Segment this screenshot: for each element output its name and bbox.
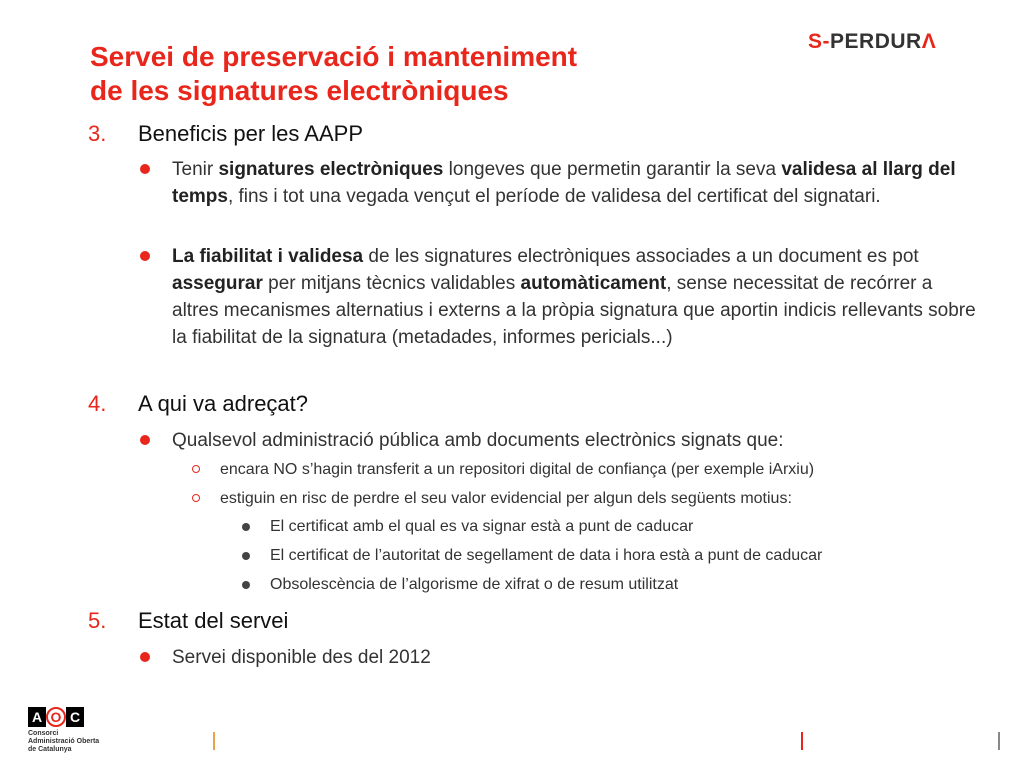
bullet-dot-icon [140,251,150,261]
reason-text: Obsolescència de l’algorisme de xifrat o de resum utilitzat [270,576,679,593]
section-number: 4. [88,391,107,416]
reason-item-2 [242,545,982,567]
bullet-dot-icon [140,164,150,174]
reason-item-1 [242,516,982,538]
bullet-audience [140,427,980,454]
section-4-heading [88,391,308,417]
bullet-text: La fiabilitat i validesa de les signatures electròniques associades a un document es pot assegurar per mitjans tècnics validables automàticament, sense necessitat de recórrer a altres mecanismes alternatius i externs a la pròpia signatura que aportin indicis rellevants sobre la fiabilitat de la signatura (metadades, informes pericials...) [172,246,976,348]
aoc-logo-mark [28,707,99,727]
section-number: 3. [88,121,107,146]
small-dot-icon [242,523,250,531]
bullet-text: Tenir signatures electròniques longeves que permetin garantir la seva validesa al llarg del temps, fins i tot una vegada vençut el període de validesa del certificat del signatari. [172,159,956,207]
bullet-text: Servei disponible des del 2012 [172,647,431,668]
bullet-text: Qualsevol administració pública amb documents electrònics signats que: [172,430,784,451]
section-label: Estat del servei [138,608,289,633]
reason-text: El certificat de l’autoritat de segellament de data i hora està a punt de caducar [270,547,823,564]
title-line-2: de les signatures electròniques [90,75,509,106]
bullet-dot-icon [140,652,150,662]
ring-bullet-icon [192,494,200,502]
sub-bullet-1 [192,459,972,481]
section-number: 5. [88,608,107,633]
bullet-benefit-1 [140,156,980,210]
reason-text: El certificat amb el qual es va signar està a punt de caducar [270,518,694,535]
footer-divider-mark [213,732,215,750]
sub-bullet-text: estiguin en risc de perdre el seu valor evidencial per algun dels següents motius: [220,490,792,507]
bullet-dot-icon [140,435,150,445]
sub-bullet-text: encara NO s’hagin transferit a un repositori digital de confiança (per exemple iArxiu) [220,461,815,478]
logo-s: S [808,30,823,53]
logo-main: PERDUR [830,30,922,53]
small-dot-icon [242,552,250,560]
footer-divider-mark [998,732,1000,750]
ring-bullet-icon [192,465,200,473]
section-5-heading [88,608,288,634]
slide-title [90,40,730,108]
aoc-letter-c: C [66,707,84,727]
aoc-letter-a: A [28,707,46,727]
small-dot-icon [242,581,250,589]
section-label: A qui va adreçat? [138,391,309,416]
aoc-letter-o: O [46,707,66,727]
aoc-org-name: Consorci Administració Oberta de Catalunya [28,730,100,753]
aoc-logo [28,707,99,754]
section-label: Beneficis per les AAPP [138,121,364,146]
sub-bullet-2 [192,488,972,510]
logo-a: Λ [921,30,937,53]
logo-dash: - [822,30,831,53]
bullet-status [140,644,980,671]
s-perdura-logo [808,30,936,54]
footer-divider-mark [801,732,803,750]
section-3-heading [88,121,363,147]
bullet-benefit-2 [140,243,980,351]
reason-item-3 [242,574,982,596]
title-line-1: Servei de preservació i manteniment [90,41,578,72]
